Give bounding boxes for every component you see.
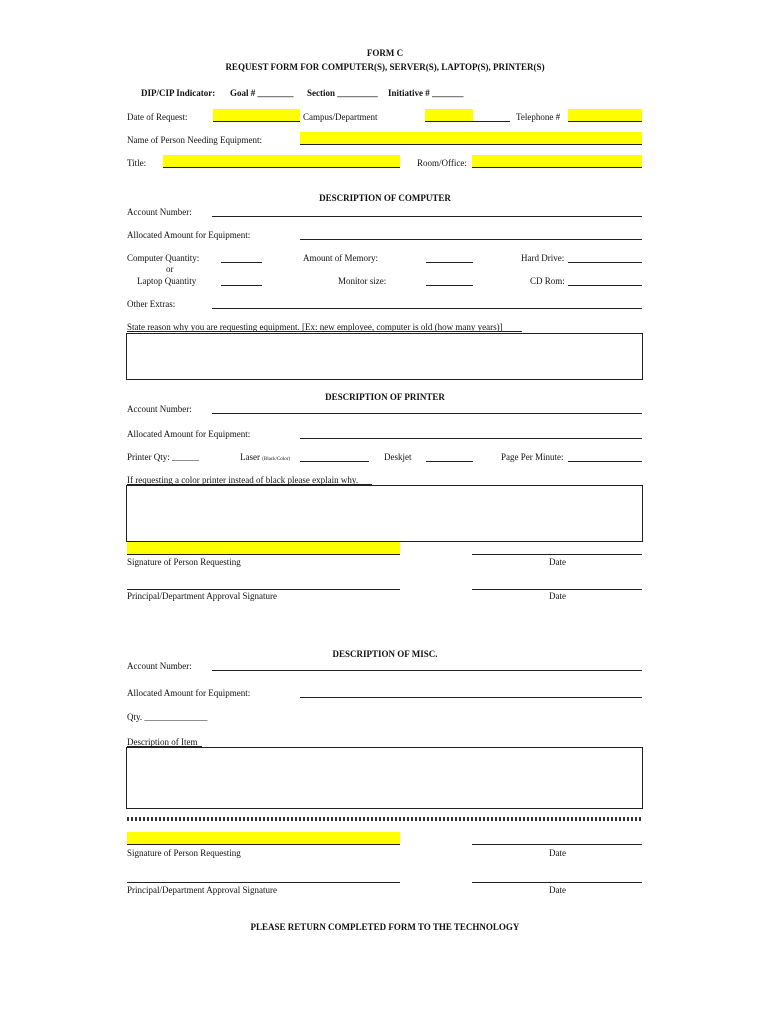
page-per-minute-label: Page Per Minute: (501, 452, 564, 462)
person-needing-equipment-field[interactable] (300, 132, 642, 145)
laser-label-text: Laser (240, 452, 260, 462)
approval-signature-label-2: Principal/Department Approval Signature (127, 885, 277, 895)
hard-drive-label: Hard Drive: (521, 253, 565, 263)
laser-note: (Black/Color) (262, 457, 291, 462)
signature-requesting-field-1[interactable] (127, 542, 400, 555)
misc-qty-field[interactable]: Qty. ______________ (127, 712, 208, 722)
dip-cip-label: DIP/CIP Indicator: (141, 88, 216, 98)
deskjet-label: Deskjet (384, 452, 412, 462)
computer-account-field[interactable] (212, 216, 642, 217)
campus-department-field[interactable] (425, 109, 473, 122)
form-label: FORM C (366, 48, 404, 58)
approval-signature-label-1: Principal/Department Approval Signature (127, 591, 277, 601)
computer-heading: DESCRIPTION OF COMPUTER (319, 193, 451, 203)
memory-field[interactable] (426, 262, 473, 263)
approval-date-label-2: Date (549, 885, 566, 895)
reason-label: State reason why you are requesting equipment. [Ex: new employee, computer is old (how many years)] (127, 322, 503, 332)
approval-date-label-1: Date (549, 591, 566, 601)
computer-allocated-label: Allocated Amount for Equipment: (127, 230, 251, 240)
room-office-field[interactable] (472, 155, 642, 168)
misc-allocated-label: Allocated Amount for Equipment: (127, 688, 251, 698)
telephone-field[interactable] (568, 109, 642, 122)
computer-allocated-field[interactable] (300, 239, 642, 240)
misc-description-textbox[interactable] (126, 747, 643, 809)
title-label: Title: (127, 158, 147, 168)
printer-allocated-field[interactable] (300, 438, 642, 439)
hard-drive-field[interactable] (568, 262, 642, 263)
misc-account-field[interactable] (212, 670, 642, 671)
person-needing-equipment-label: Name of Person Needing Equipment: (127, 135, 262, 145)
signature-requesting-label-2: Signature of Person Requesting (127, 848, 241, 858)
laser-label (240, 452, 290, 462)
signature-date-label-1: Date (549, 557, 566, 567)
reason-textbox[interactable] (126, 333, 643, 380)
laptop-quantity-field[interactable] (221, 285, 262, 286)
approval-signature-field-2[interactable] (127, 882, 400, 883)
monitor-size-label: Monitor size: (338, 276, 387, 286)
section-field[interactable]: Section _________ (307, 88, 378, 98)
computer-quantity-label: Computer Quantity: (127, 253, 200, 263)
color-explain-textbox[interactable] (126, 485, 643, 542)
signature-date-field-1[interactable] (472, 554, 642, 555)
printer-qty-field[interactable]: Printer Qty: ______ (127, 452, 199, 462)
other-extras-field[interactable] (212, 308, 642, 309)
approval-signature-field-1[interactable] (127, 589, 400, 590)
color-explain-label: If requesting a color printer instead of black please explain why. (127, 475, 359, 485)
room-office-label: Room/Office: (417, 158, 467, 168)
printer-account-label: Account Number: (127, 404, 192, 414)
laptop-quantity-label: Laptop Quantity (137, 276, 197, 286)
campus-department-line (473, 121, 510, 122)
wavy-divider (127, 817, 642, 821)
reason-label-underline (127, 331, 522, 332)
date-of-request-field[interactable] (213, 109, 300, 122)
approval-date-field-2[interactable] (472, 882, 642, 883)
misc-account-label: Account Number: (127, 661, 192, 671)
misc-heading: DESCRIPTION OF MISC. (332, 649, 438, 659)
deskjet-field[interactable] (426, 461, 473, 462)
cd-rom-field[interactable] (568, 285, 642, 286)
printer-heading: DESCRIPTION OF PRINTER (325, 392, 445, 402)
misc-description-label: Description of Item (127, 737, 198, 747)
signature-date-field-2[interactable] (472, 844, 642, 845)
signature-requesting-label-1: Signature of Person Requesting (127, 557, 241, 567)
signature-date-label-2: Date (549, 848, 566, 858)
monitor-size-field[interactable] (426, 285, 473, 286)
other-extras-label: Other Extras: (127, 299, 176, 309)
cd-rom-label: CD Rom: (530, 276, 565, 286)
misc-allocated-field[interactable] (300, 697, 642, 698)
page-per-minute-field[interactable] (568, 461, 642, 462)
printer-allocated-label: Allocated Amount for Equipment: (127, 429, 251, 439)
or-label: or (166, 264, 174, 274)
printer-account-field[interactable] (212, 413, 642, 414)
computer-account-label: Account Number: (127, 207, 192, 217)
goal-field[interactable]: Goal # ________ (230, 88, 294, 98)
return-instructions: PLEASE RETURN COMPLETED FORM TO THE TECHNOLOGY (250, 922, 520, 932)
initiative-field[interactable]: Initiative # _______ (388, 88, 464, 98)
form-title: REQUEST FORM FOR COMPUTER(S), SERVER(S), LAPTOP(S), PRINTER(S) (225, 62, 545, 72)
title-field[interactable] (163, 155, 400, 168)
computer-quantity-field[interactable] (221, 262, 262, 263)
approval-date-field-1[interactable] (472, 589, 642, 590)
memory-label: Amount of Memory: (303, 253, 378, 263)
campus-department-label: Campus/Department (303, 112, 378, 122)
telephone-label: Telephone # (516, 112, 561, 122)
signature-requesting-field-2[interactable] (127, 832, 400, 845)
laser-field[interactable] (300, 461, 369, 462)
date-of-request-label: Date of Request: (127, 112, 188, 122)
